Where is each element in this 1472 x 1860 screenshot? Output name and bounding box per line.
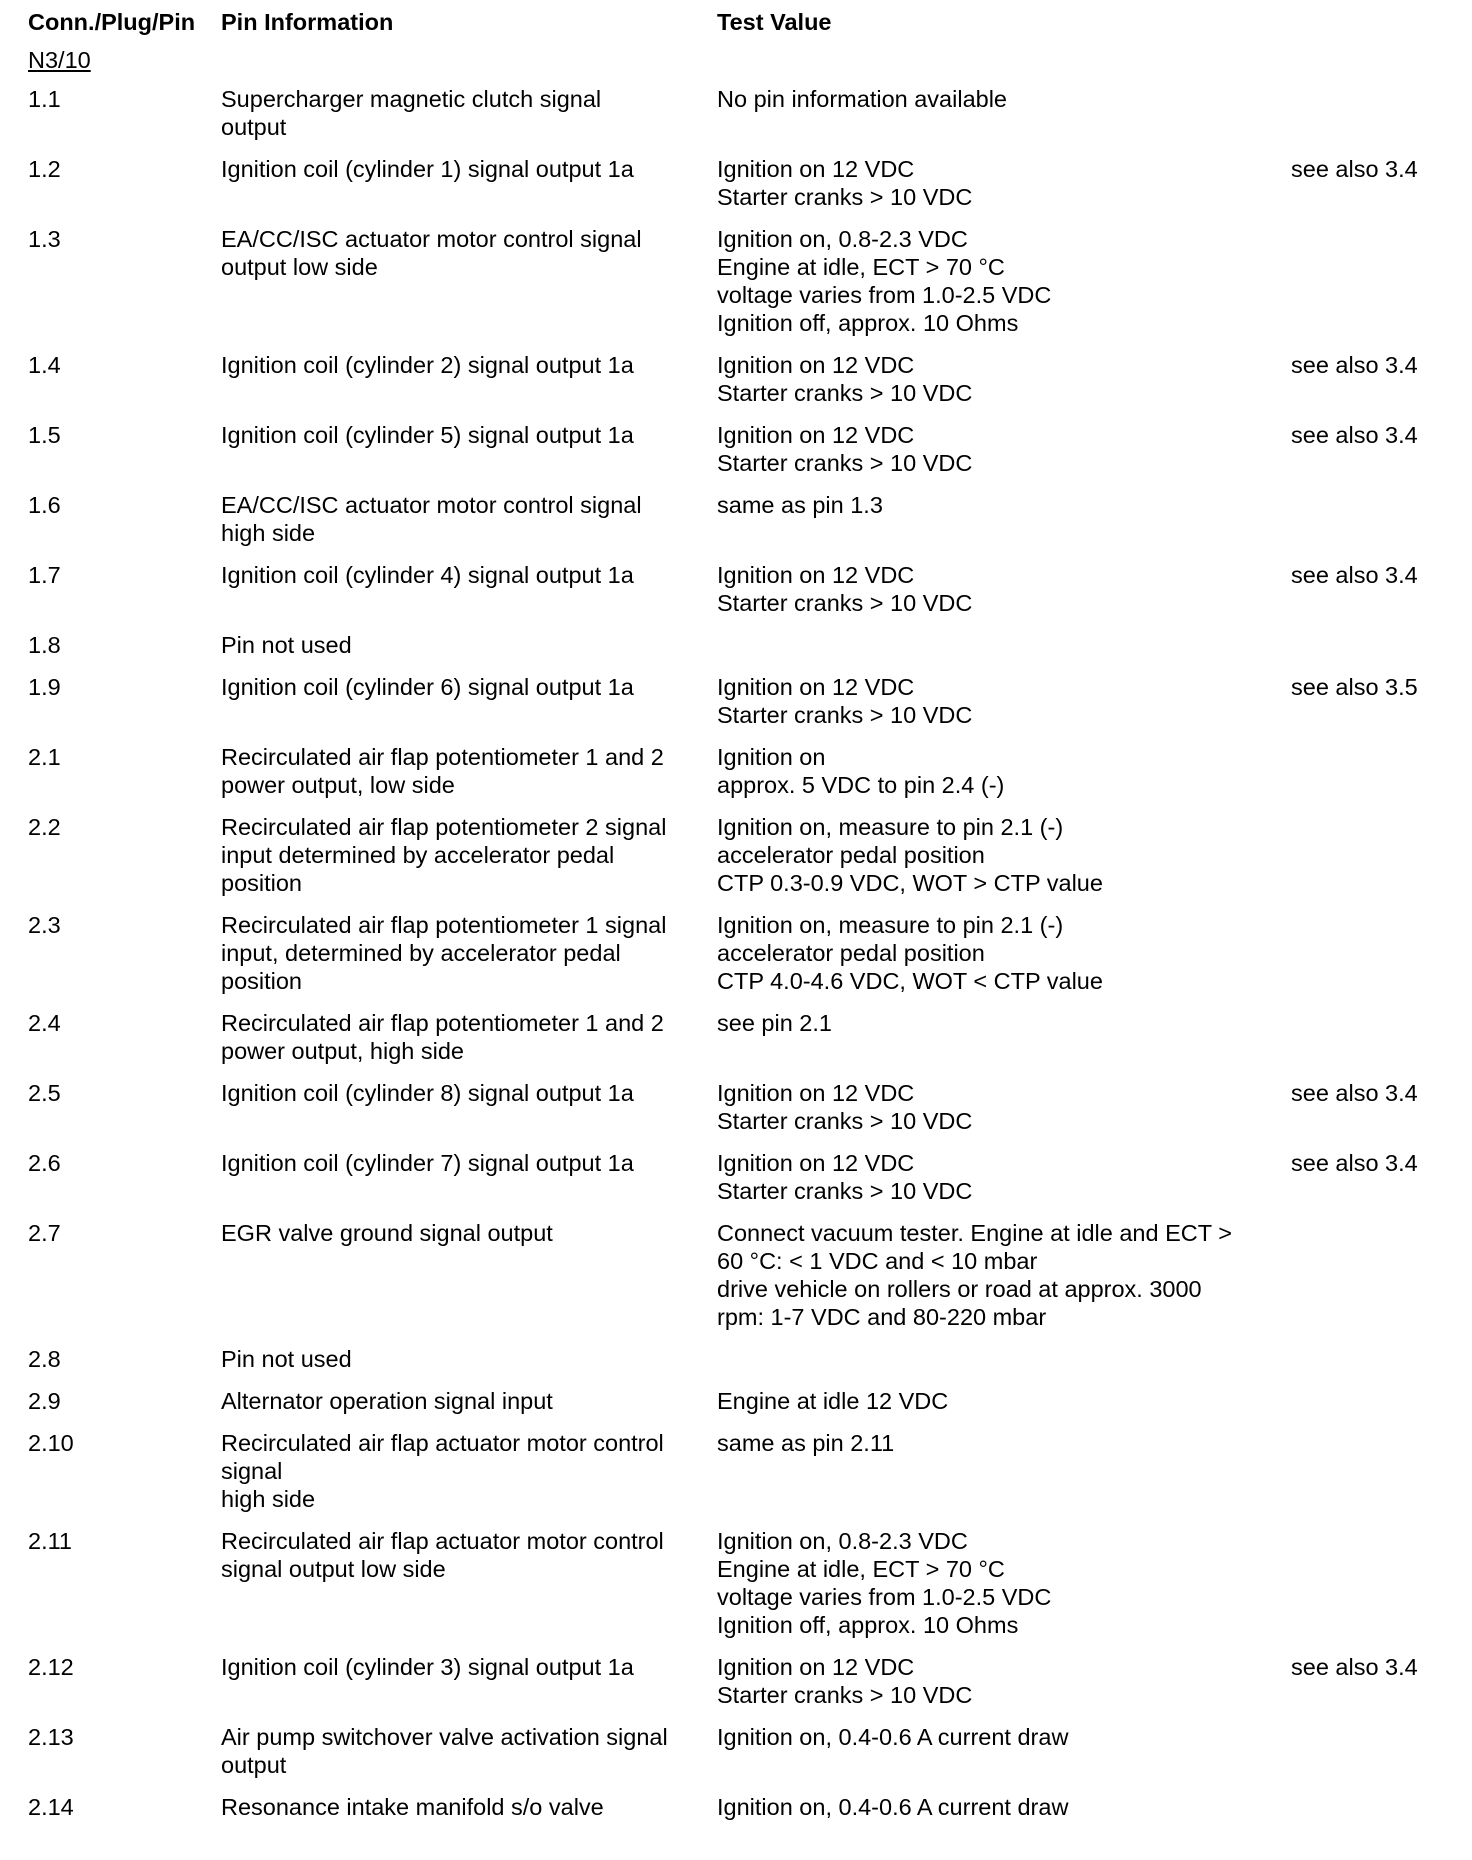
pin-information-line: signal output low side (221, 1556, 446, 1582)
test-value-line: Ignition on 12 VDC (717, 1654, 915, 1680)
pin-information (221, 1429, 717, 1513)
pin-number: 2.3 (28, 912, 61, 938)
table-header (28, 0, 1472, 42)
pin-information-line: Recirculated air flap potentiometer 1 and 2 (221, 1010, 664, 1036)
see-also-reference: see also 3.5 (1291, 674, 1418, 700)
test-value-line: Ignition on 12 VDC (717, 1080, 915, 1106)
pin-information (221, 225, 717, 337)
pin-information-line: EA/CC/ISC actuator motor control signal (221, 492, 642, 518)
test-value-line: approx. 5 VDC to pin 2.4 (-) (717, 772, 1005, 798)
test-value-line: Starter cranks > 10 VDC (717, 450, 973, 476)
see-also-reference: see also 3.4 (1291, 1080, 1418, 1106)
pin-information-line: output (221, 114, 287, 140)
test-value (717, 421, 1291, 477)
pin-number: 1.2 (28, 156, 61, 182)
test-value (717, 351, 1291, 407)
pin-information-line: power output, low side (221, 772, 455, 798)
pin-number: 2.11 (28, 1528, 72, 1554)
pin-number: 2.5 (28, 1080, 61, 1106)
see-also-reference (1291, 491, 1451, 547)
pin-information-line: position (221, 968, 302, 994)
test-value-line: Ignition on, 0.4-0.6 A current draw (717, 1724, 1069, 1750)
table-row (28, 673, 1472, 729)
see-also-reference: see also 3.4 (1291, 1654, 1418, 1680)
test-value-line: Ignition off, approx. 10 Ohms (717, 1612, 1019, 1638)
see-also-reference (1291, 1793, 1451, 1821)
pin-information (221, 1653, 717, 1709)
pin-information (221, 351, 717, 407)
pin-information (221, 911, 717, 995)
test-value-line: rpm: 1-7 VDC and 80-220 mbar (717, 1304, 1047, 1330)
pin-information (221, 421, 717, 477)
see-also-reference (1291, 1345, 1451, 1373)
pin-information-line: input, determined by accelerator pedal (221, 940, 621, 966)
pin-information (221, 561, 717, 617)
pin-information-line: power output, high side (221, 1038, 464, 1064)
test-value-line: Ignition on 12 VDC (717, 352, 915, 378)
test-value-line: Ignition on 12 VDC (717, 674, 915, 700)
test-value (717, 1723, 1291, 1779)
see-also-reference (1291, 225, 1451, 337)
pin-information-line: output (221, 1752, 287, 1778)
pin-information (221, 673, 717, 729)
test-value-line: Starter cranks > 10 VDC (717, 1178, 973, 1204)
table-row (28, 1079, 1472, 1135)
test-value (717, 631, 1291, 659)
test-value-line: accelerator pedal position (717, 940, 985, 966)
test-value (717, 1653, 1291, 1709)
pin-information-line: Ignition coil (cylinder 3) signal output 1a (221, 1654, 634, 1680)
table-row (28, 1009, 1472, 1065)
pin-information (221, 1079, 717, 1135)
test-value (717, 1345, 1291, 1373)
pin-information (221, 155, 717, 211)
test-value-line: Ignition on, measure to pin 2.1 (-) (717, 912, 1064, 938)
see-also-reference (1291, 85, 1451, 141)
test-value-line: Engine at idle, ECT > 70 °C (717, 254, 1005, 280)
table-row (28, 631, 1472, 659)
table-row (28, 421, 1472, 477)
pin-information-line: Ignition coil (cylinder 7) signal output 1a (221, 1150, 634, 1176)
pin-information (221, 1723, 717, 1779)
pin-number: 1.5 (28, 422, 61, 448)
test-value-line: No pin information available (717, 86, 1007, 112)
table-row (28, 85, 1472, 141)
test-value (717, 813, 1291, 897)
test-value (717, 743, 1291, 799)
test-value-line: see pin 2.1 (717, 1010, 832, 1036)
pin-information-line: output low side (221, 254, 378, 280)
test-value (717, 911, 1291, 995)
test-value-line: Connect vacuum tester. Engine at idle and ECT > (717, 1220, 1232, 1246)
pin-information (221, 1149, 717, 1205)
test-value-line: CTP 0.3-0.9 VDC, WOT > CTP value (717, 870, 1103, 896)
table-row (28, 155, 1472, 211)
pin-number: 2.1 (28, 744, 61, 770)
pin-information-line: Supercharger magnetic clutch signal (221, 86, 602, 112)
test-value-line: drive vehicle on rollers or road at approx. 3000 (717, 1276, 1202, 1302)
table-body (28, 85, 1472, 1821)
table-row (28, 813, 1472, 897)
see-also-reference (1291, 911, 1451, 995)
table-row (28, 743, 1472, 799)
table-row (28, 1345, 1472, 1373)
pin-information-line: Ignition coil (cylinder 2) signal output 1a (221, 352, 634, 378)
table-row (28, 1387, 1472, 1415)
test-value-line: Starter cranks > 10 VDC (717, 590, 973, 616)
see-also-reference (1291, 631, 1451, 659)
table-row (28, 225, 1472, 337)
pin-number: 2.4 (28, 1010, 61, 1036)
table-row (28, 1149, 1472, 1205)
pin-information-line: Pin not used (221, 632, 352, 658)
header-test-value: Test Value (717, 9, 832, 35)
test-value-line: Engine at idle, ECT > 70 °C (717, 1556, 1005, 1582)
pin-information-line: EGR valve ground signal output (221, 1220, 553, 1246)
pin-information-line: Recirculated air flap potentiometer 1 and 2 (221, 744, 664, 770)
table-row (28, 491, 1472, 547)
test-value-line: same as pin 2.11 (717, 1430, 895, 1456)
table-row (28, 1527, 1472, 1639)
table-row (28, 351, 1472, 407)
see-also-reference (1291, 1527, 1451, 1639)
test-value (717, 225, 1291, 337)
pin-information-line: high side (221, 520, 316, 546)
pin-information (221, 491, 717, 547)
table-row (28, 1653, 1472, 1709)
see-also-reference: see also 3.4 (1291, 1150, 1418, 1176)
test-value-line: Ignition off, approx. 10 Ohms (717, 310, 1019, 336)
see-also-reference (1291, 1723, 1451, 1779)
test-value-line: Starter cranks > 10 VDC (717, 184, 973, 210)
pin-number: 2.8 (28, 1346, 61, 1372)
test-value-line: Starter cranks > 10 VDC (717, 1108, 973, 1134)
test-value-line: Ignition on, 0.4-0.6 A current draw (717, 1794, 1069, 1820)
test-value (717, 1009, 1291, 1065)
table-row (28, 1793, 1472, 1821)
pin-number: 2.12 (28, 1654, 74, 1680)
test-value (717, 1793, 1291, 1821)
see-also-reference (1291, 1009, 1451, 1065)
test-value-line: Ignition on 12 VDC (717, 1150, 915, 1176)
pin-information (221, 1345, 717, 1373)
test-value-line: Ignition on, 0.8-2.3 VDC (717, 226, 968, 252)
pin-information (221, 85, 717, 141)
test-value (717, 1149, 1291, 1205)
test-value-line: Ignition on 12 VDC (717, 562, 915, 588)
test-value-line: Engine at idle 12 VDC (717, 1388, 949, 1414)
see-also-reference: see also 3.4 (1291, 352, 1418, 378)
test-value (717, 1079, 1291, 1135)
header-pin-information: Pin Information (221, 9, 394, 35)
pin-information-line: Recirculated air flap actuator motor control (221, 1528, 664, 1554)
see-also-reference: see also 3.4 (1291, 156, 1418, 182)
test-value (717, 673, 1291, 729)
test-value (717, 1429, 1291, 1513)
pin-information (221, 813, 717, 897)
pin-number: 1.9 (28, 674, 61, 700)
pin-information-line: Recirculated air flap potentiometer 1 signal (221, 912, 667, 938)
test-value-line: Starter cranks > 10 VDC (717, 1682, 973, 1708)
see-also-reference (1291, 1219, 1451, 1331)
pin-information-line: signal (221, 1458, 283, 1484)
test-value (717, 1527, 1291, 1639)
pin-information-line: Pin not used (221, 1346, 352, 1372)
connector-label: N3/10 (28, 47, 91, 73)
pin-number: 2.13 (28, 1724, 74, 1750)
pin-information (221, 1793, 717, 1821)
pin-number: 1.4 (28, 352, 61, 378)
header-conn-plug-pin: Conn./Plug/Pin (28, 9, 196, 35)
pin-number: 1.3 (28, 226, 61, 252)
pin-information-line: Alternator operation signal input (221, 1388, 553, 1414)
table-row (28, 1723, 1472, 1779)
pin-number: 2.10 (28, 1430, 74, 1456)
pin-information (221, 1219, 717, 1331)
pin-information-line: high side (221, 1486, 316, 1512)
test-value (717, 491, 1291, 547)
see-also-reference: see also 3.4 (1291, 422, 1418, 448)
test-value (717, 1219, 1291, 1331)
pin-information (221, 631, 717, 659)
test-value-line: voltage varies from 1.0-2.5 VDC (717, 282, 1052, 308)
test-value-line: Ignition on 12 VDC (717, 156, 915, 182)
see-also-reference (1291, 1387, 1451, 1415)
pin-number: 1.7 (28, 562, 61, 588)
test-value-line: accelerator pedal position (717, 842, 985, 868)
pin-information (221, 1009, 717, 1065)
test-value-line: Ignition on, 0.8-2.3 VDC (717, 1528, 968, 1554)
see-also-reference: see also 3.4 (1291, 562, 1418, 588)
test-value (717, 85, 1291, 141)
pin-number: 2.2 (28, 814, 61, 840)
pin-number: 1.6 (28, 492, 61, 518)
table-row (28, 1429, 1472, 1513)
pin-information-line: Ignition coil (cylinder 4) signal output 1a (221, 562, 634, 588)
test-value-line: Starter cranks > 10 VDC (717, 702, 973, 728)
pin-number: 2.9 (28, 1388, 61, 1414)
test-value (717, 561, 1291, 617)
pin-information-line: position (221, 870, 302, 896)
pin-number: 2.6 (28, 1150, 61, 1176)
pin-information-line: input determined by accelerator pedal (221, 842, 615, 868)
test-value-line: same as pin 1.3 (717, 492, 883, 518)
pin-information-line: EA/CC/ISC actuator motor control signal (221, 226, 642, 252)
test-value-line: Ignition on 12 VDC (717, 422, 915, 448)
test-value-line: Starter cranks > 10 VDC (717, 380, 973, 406)
pin-information-line: Ignition coil (cylinder 8) signal output 1a (221, 1080, 634, 1106)
pin-number: 2.14 (28, 1794, 74, 1820)
test-value-line: 60 °C: < 1 VDC and < 10 mbar (717, 1248, 1038, 1274)
pin-information-line: Recirculated air flap potentiometer 2 signal (221, 814, 667, 840)
pin-number: 1.8 (28, 632, 61, 658)
pin-number: 2.7 (28, 1220, 61, 1246)
pin-information-line: Resonance intake manifold s/o valve (221, 1794, 604, 1820)
pin-information-line: Ignition coil (cylinder 5) signal output 1a (221, 422, 634, 448)
pin-information-line: Ignition coil (cylinder 6) signal output 1a (221, 674, 634, 700)
pin-number: 1.1 (28, 86, 61, 112)
test-value (717, 155, 1291, 211)
pin-information (221, 1387, 717, 1415)
table-row (28, 911, 1472, 995)
test-value (717, 1387, 1291, 1415)
table-row (28, 561, 1472, 617)
test-value-line: voltage varies from 1.0-2.5 VDC (717, 1584, 1052, 1610)
see-also-reference (1291, 743, 1451, 799)
test-value-line: CTP 4.0-4.6 VDC, WOT < CTP value (717, 968, 1103, 994)
pin-information-line: Air pump switchover valve activation signal (221, 1724, 668, 1750)
pin-information (221, 743, 717, 799)
test-value-line: Ignition on, measure to pin 2.1 (-) (717, 814, 1064, 840)
test-value-line: Ignition on (717, 744, 826, 770)
pin-information-line: Recirculated air flap actuator motor control (221, 1430, 664, 1456)
pin-information (221, 1527, 717, 1639)
see-also-reference (1291, 1429, 1451, 1513)
see-also-reference (1291, 813, 1451, 897)
pin-information-line: Ignition coil (cylinder 1) signal output 1a (221, 156, 634, 182)
table-row (28, 1219, 1472, 1331)
